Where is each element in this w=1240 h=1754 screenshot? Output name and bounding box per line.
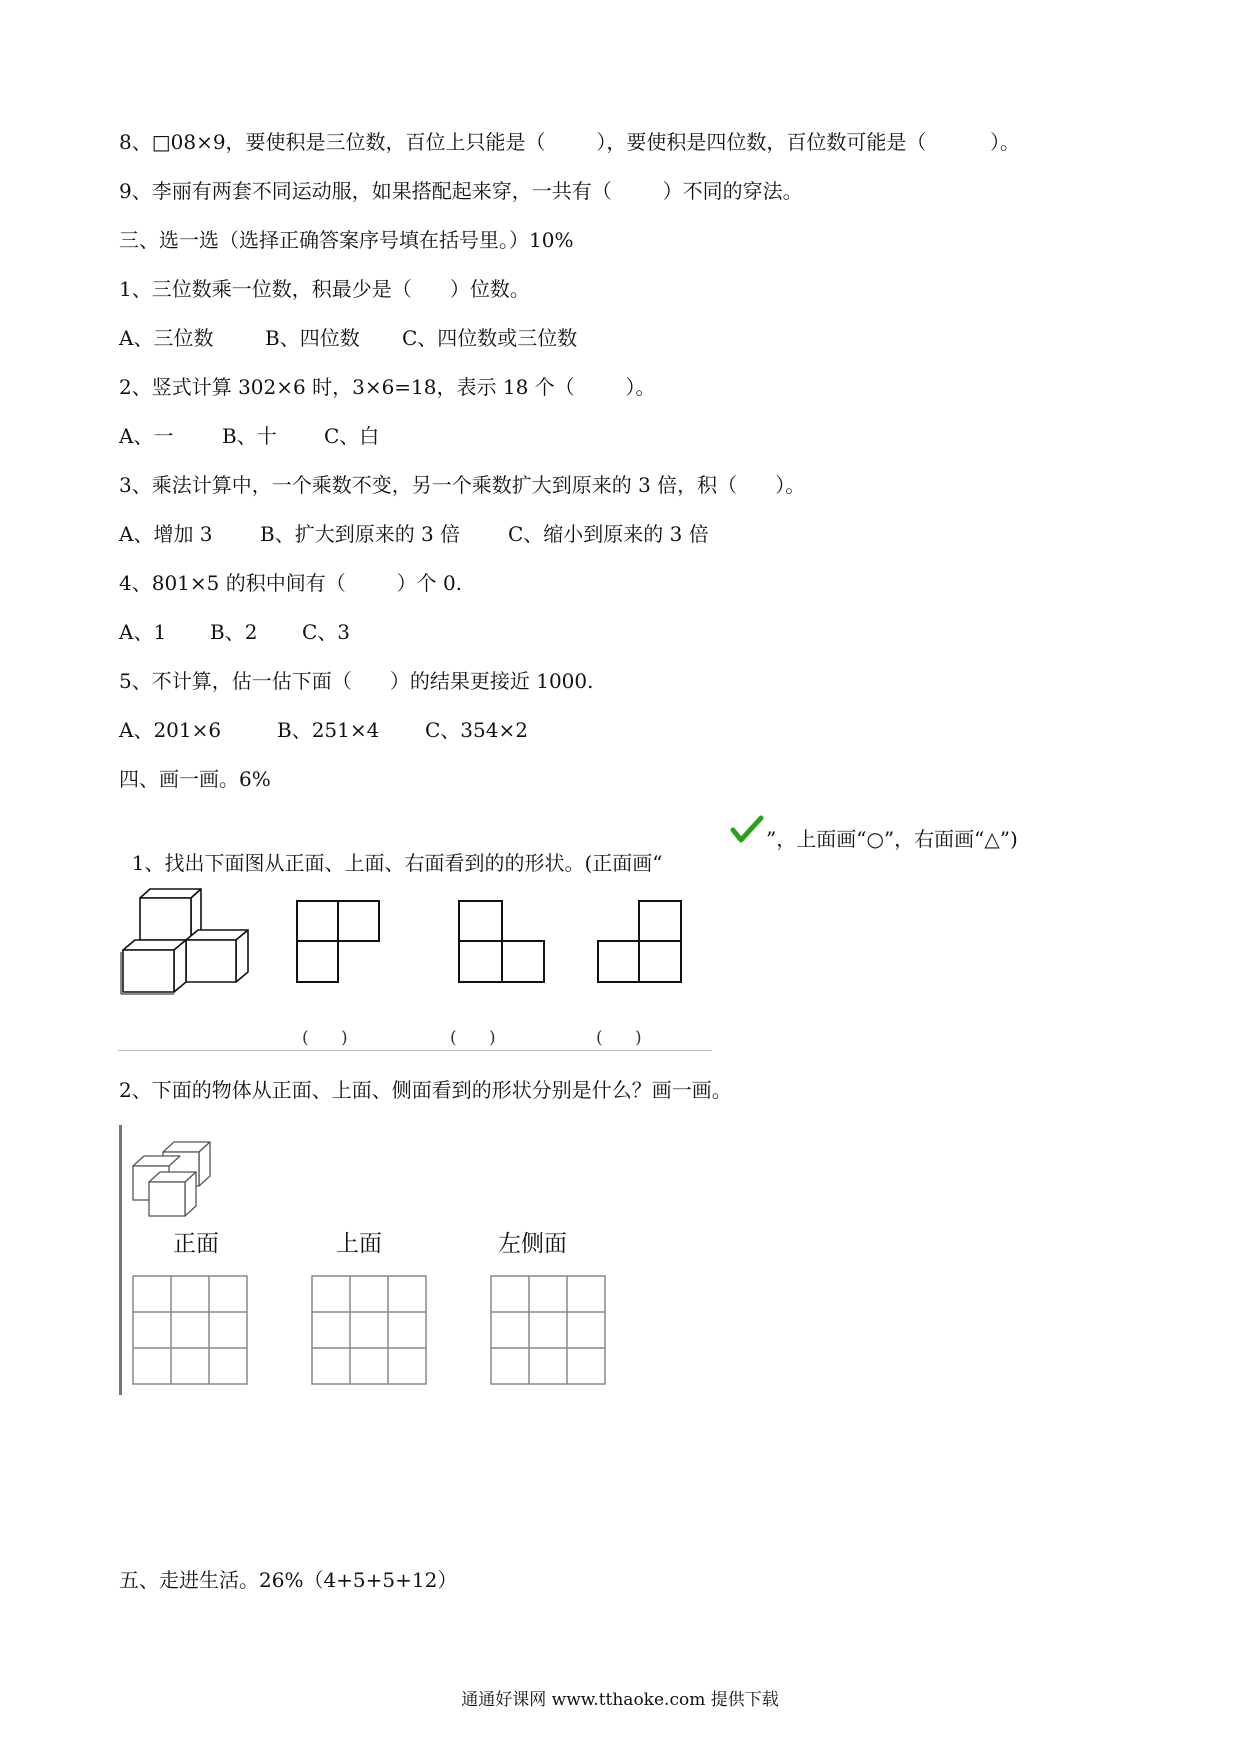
left-view-label: 左侧面: [498, 1231, 567, 1257]
draw-question-2: 2、下面的物体从正面、上面、侧面看到的形状分别是什么？画一画。: [119, 1078, 732, 1102]
choice-question-4: 4、801×5 的积中间有（ ）个 0.: [119, 571, 463, 595]
section-4-heading: 四、画一画。6%: [119, 767, 271, 791]
small-cube-figure: [130, 1138, 214, 1220]
choice-5-option-b: B、251×4: [277, 718, 380, 742]
question-8: 8、□08×9，要使积是三位数，百位上只能是（ ），要使积是四位数，百位数可能是（ ）。: [119, 130, 1020, 154]
draw-question-1: [119, 827, 662, 875]
answer-blank-1[interactable]: ( ): [302, 1028, 348, 1048]
draw-question-1-text-b: ”，上面画“○”，右面画“△”): [766, 827, 1018, 851]
view-shape-option-3: [597, 900, 683, 984]
choice-question-5: 5、不计算，估一估下面（ ）的结果更接近 1000.: [119, 669, 594, 693]
choice-1-option-a: A、三位数: [119, 326, 214, 350]
choice-4-option-b: B、2: [210, 620, 258, 644]
page-footer: 通通好课网 www.tthaoke.com 提供下载: [461, 1690, 779, 1710]
divider: [118, 1050, 712, 1051]
choice-5-option-a: A、201×6: [119, 718, 222, 742]
view-shape-option-2: [458, 900, 546, 984]
choice-2-option-c: C、白: [324, 424, 380, 448]
top-view-grid[interactable]: [311, 1275, 427, 1385]
choice-1-option-b: B、四位数: [265, 326, 360, 350]
choice-4-option-a: A、1: [119, 620, 167, 644]
view-shape-option-1: [296, 900, 382, 984]
section-5-heading: 五、走进生活。26%（4+5+5+12）: [119, 1568, 458, 1592]
choice-question-3: 3、乘法计算中，一个乘数不变，另一个乘数扩大到原来的 3 倍，积（ ）。: [119, 473, 806, 497]
question-9: 9、李丽有两套不同运动服，如果搭配起来穿，一共有（ ）不同的穿法。: [119, 179, 803, 203]
draw-question-1-text-a: 1、找出下面图从正面、上面、右面看到的的形状。(正面画“: [131, 851, 663, 875]
choice-3-option-a: A、增加 3: [119, 522, 213, 546]
choice-question-1: 1、三位数乘一位数，积最少是（ ）位数。: [119, 277, 530, 301]
choice-3-option-b: B、扩大到原来的 3 倍: [260, 522, 461, 546]
section-3-heading: 三、选一选（选择正确答案序号填在括号里。）10%: [119, 228, 574, 252]
left-margin-bar: [119, 1125, 122, 1395]
cube-stack-figure: [118, 888, 252, 1000]
front-view-label: 正面: [173, 1231, 219, 1257]
top-view-label: 上面: [336, 1231, 382, 1257]
choice-5-option-c: C、354×2: [425, 718, 528, 742]
choice-4-option-c: C、3: [302, 620, 351, 644]
answer-blank-2[interactable]: ( ): [450, 1028, 496, 1048]
choice-3-option-c: C、缩小到原来的 3 倍: [508, 522, 709, 546]
choice-question-2: 2、竖式计算 302×6 时，3×6=18，表示 18 个（ ）。: [119, 375, 656, 399]
check-mark-icon: [730, 815, 764, 845]
left-view-grid[interactable]: [490, 1275, 606, 1385]
choice-2-option-a: A、一: [119, 424, 174, 448]
answer-blank-3[interactable]: ( ): [596, 1028, 642, 1048]
choice-1-option-c: C、四位数或三位数: [402, 326, 578, 350]
choice-2-option-b: B、十: [222, 424, 277, 448]
front-view-grid[interactable]: [132, 1275, 248, 1385]
